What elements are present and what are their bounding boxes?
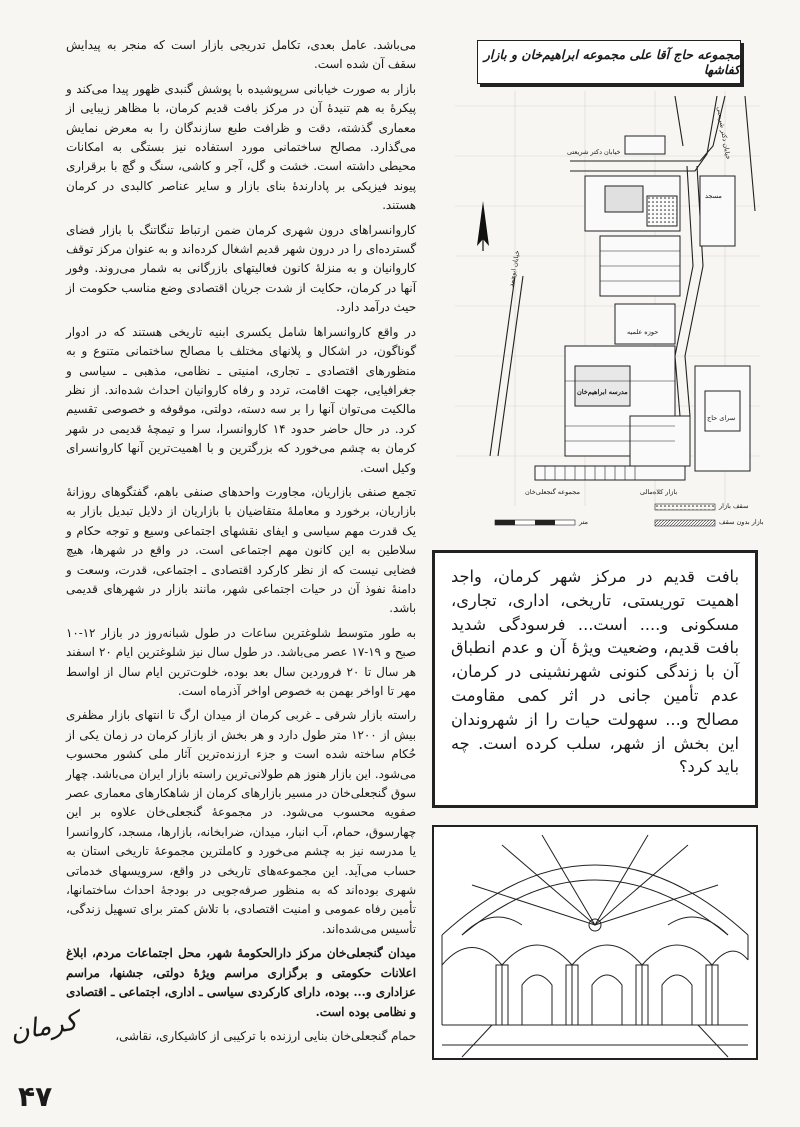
bazaar-interior-sketch [432, 825, 758, 1060]
map-label-bazaar-south: بازار کلاه‌مالی [640, 488, 678, 496]
left-margin [0, 0, 80, 1127]
article-body [66, 36, 416, 1051]
paragraph: می‌باشد. عامل بعدی، تکامل تدریجی بازار است که منجر به پیدایش سقف آن شده است. [66, 38, 416, 72]
paragraph: تجمع صنفی بازاریان، مجاورت واحدهای صنفی باهم، گفتگوهای روزانهٔ بازاریان، برخورد و معاملهٔ متقاضیان با بازاریان از دلایل تبدیل بازار به یک قدرت مهم سیاسی و ایفای نقشهای اجتماعی وسیع و توجه حکام و سلاطین به این کانون مهم اجتماعی است. در واقع در شهرها، هیچ فضایی نیست که از نظر کارکرد اقتصادی ـ اجتماعی، قدرت، وسعت و دامنهٔ نفوذ آن در حیات اجتماعی شهر، مانند بازار در شهرهای قدیمی باشد. [66, 484, 416, 616]
paragraph: بازار به صورت خیابانی سرپوشیده با پوشش گنبدی ظهور پیدا می‌کند و پیکرهٔ به هم تنیدهٔ آن در مرکز بافت قدیم کرمان، با مظاهر زیبایی از معماری گذشته، دقت و ظرافت طبع سازندگان را به معرض نمایش می‌گذارد. مصالح ساختمانی مورد استفاده نیز بستگی به امکانات محیطی داشته است. خشت و گل، آجر و کاشی، سنگ و گچ با برقراری پیوند فیزیکی بر پادارندهٔ بنای بازار و سایر عناصر کالبدی در کرمان هستند. [66, 81, 416, 213]
magazine-brand: کرمان [7, 1006, 80, 1048]
paragraph: حمام گنجعلی‌خان بنایی ارزنده با ترکیبی از کاشیکاری، نقاشی، [115, 1028, 416, 1043]
map-label-ganjali-complex: مجموعه گنجعلی‌خان [525, 488, 580, 496]
map-label-sara: سرای حاج [707, 414, 736, 422]
legend-scale-unit: متر [579, 518, 589, 526]
map-label-seminary: حوزه علمیه [627, 328, 659, 336]
pull-quote-text: بافت قدیم در مرکز شهر کرمان، واجد اهمیت توریستی، تاریخی، اداری، تجاری، مسکونی و.... است... فرسودگی شدید بافت قدیم، وضعیت ویژهٔ آن و عدم انطباق آن با زندگی کنونی شهرنشینی در کرمان، عدم تأمین جانی در اثر کمی مقاومت مصالح و... سهولت حیات را از شهروندان این بخش از شهر، سلب کرده است. چه باید کرد؟ [451, 567, 739, 777]
site-plan-map [455, 36, 760, 536]
page-number: ۴۷ [18, 1080, 53, 1113]
paragraph: کاروانسراهای درون شهری کرمان ضمن ارتباط تنگاتنگ با بازار فضای گسترده‌ای را در درون شهر قدیم اشغال کرده‌اند و به عنوان مرکز توقف کاروانیان و به منزلهٔ کانون فعالیتهای بازرگانی به شمار می‌روند. وفور آنها در کرمان، حکایت از شدت جریان اقتصادی وضع مناسب حکومت از حیث درآمد دارد. [66, 222, 416, 315]
map-title: مجموعه حاج آقا علی مجموعه ابراهیم‌خان و بازار کفاشها [477, 40, 741, 84]
paragraph: میدان گنجعلی‌خان مرکز دارالحکومهٔ شهر، محل اجتماعات مردم، ابلاغ اعلانات حکومتی و برگزاری مراسم ویژهٔ دولتی، جشنها، مراسم عزاداری و... بوده، دارای کارکردی سیاسی ـ اداری، اجتماعی ـ اقتصادی و نظامی بوده است. [66, 946, 416, 1019]
map-label-street-east: خیابان دکتر شریعتی [715, 106, 733, 161]
map-figure [455, 36, 764, 536]
map-label-school: مدرسه ابراهیم‌خان [577, 388, 628, 396]
legend-roofed-bazaar: سقف بازار [719, 502, 749, 510]
map-label-mosque: مسجد [705, 192, 722, 200]
map-label-west-street: خیابان ابوحمد [507, 249, 522, 288]
pull-quote-box [432, 550, 758, 808]
map-label-street-north: خیابان دکتر شریعتی [567, 148, 621, 156]
paragraph: در واقع کاروانسراها شامل یکسری ابنیه تاریخی هستند که در ادوار گوناگون، در اشکال و پلانهای مختلف با مصالح ساختمانی متنوع و به منظورهای اقتصادی ـ تجاری، امنیتی ـ نظامی، مذهبی ـ سیاسی و جغرافیایی، جهت اقامت، تردد و رفاه کاروانیان احداث شده‌اند. از نظر مالکیت می‌توان آنها را بر سه دسته، دولتی، موقوفه و خصوصی تقسیم کرد. در حال حاضر حدود ۱۴ کاروانسرا، سرا و تیمچهٔ قدیمی در شهر کرمان به چشم می‌خورد که بزرگترین و با اهمیت‌ترین آنها کاروانسرای وکیل است. [66, 324, 416, 475]
paragraph: به طور متوسط شلوغترین ساعات در طول شبانه‌روز در بازار ۱۲-۱۰ صبح و ۱۹-۱۷ عصر می‌باشد. در طول سال نیز شلوغترین ایام ۲۰ اسفند هر سال تا ۲۰ فروردین سال بعد بوده، خلوت‌ترین ایام سال از اواسط مهر تا اواخر بهمن به خصوص اواخر آذرماه است. [66, 625, 417, 698]
legend-unroofed-bazaar: بازار بدون سقف [719, 518, 764, 526]
paragraph: راسته بازار شرقی ـ غربی کرمان از میدان ارگ تا انتهای بازار مظفری بیش از ۱۲۰۰ متر طول دارد و هر بخش از بازار کرمان در زمان یکی از حُکام ساخته شده است و جزء ارزنده‌ترین آثار ملی کشور محسوب می‌شود. این بازار هنوز هم طولانی‌ترین راسته بازار ایران می‌باشد. چهار سوق گنجعلی‌خان در مسیر بازارهای کرمان از شاهکارهای معماری عصر صفویه محسوب می‌شود. در مجموعهٔ گنجعلی‌خان علاوه بر این چهارسوق، حمام، آب انبار، میدان، ضرابخانه، بازارها، مسجد، کاروانسرا یا مدرسه نیز به چشم می‌خورد و کاملترین مجموعهٔ تاریخی استان به حساب می‌آید. این مجموعه‌های تاریخی در واقع، سرویسهای خدماتی شهری بوده‌اند که به منظور صرفه‌جویی در بودجهٔ احداث ساختمانها، تأمین رفاه عمومی و امنیت اقتصادی، با تلاش کمتر برای تسهیل زندگی، تأسیس می‌شده‌اند. [66, 708, 416, 936]
